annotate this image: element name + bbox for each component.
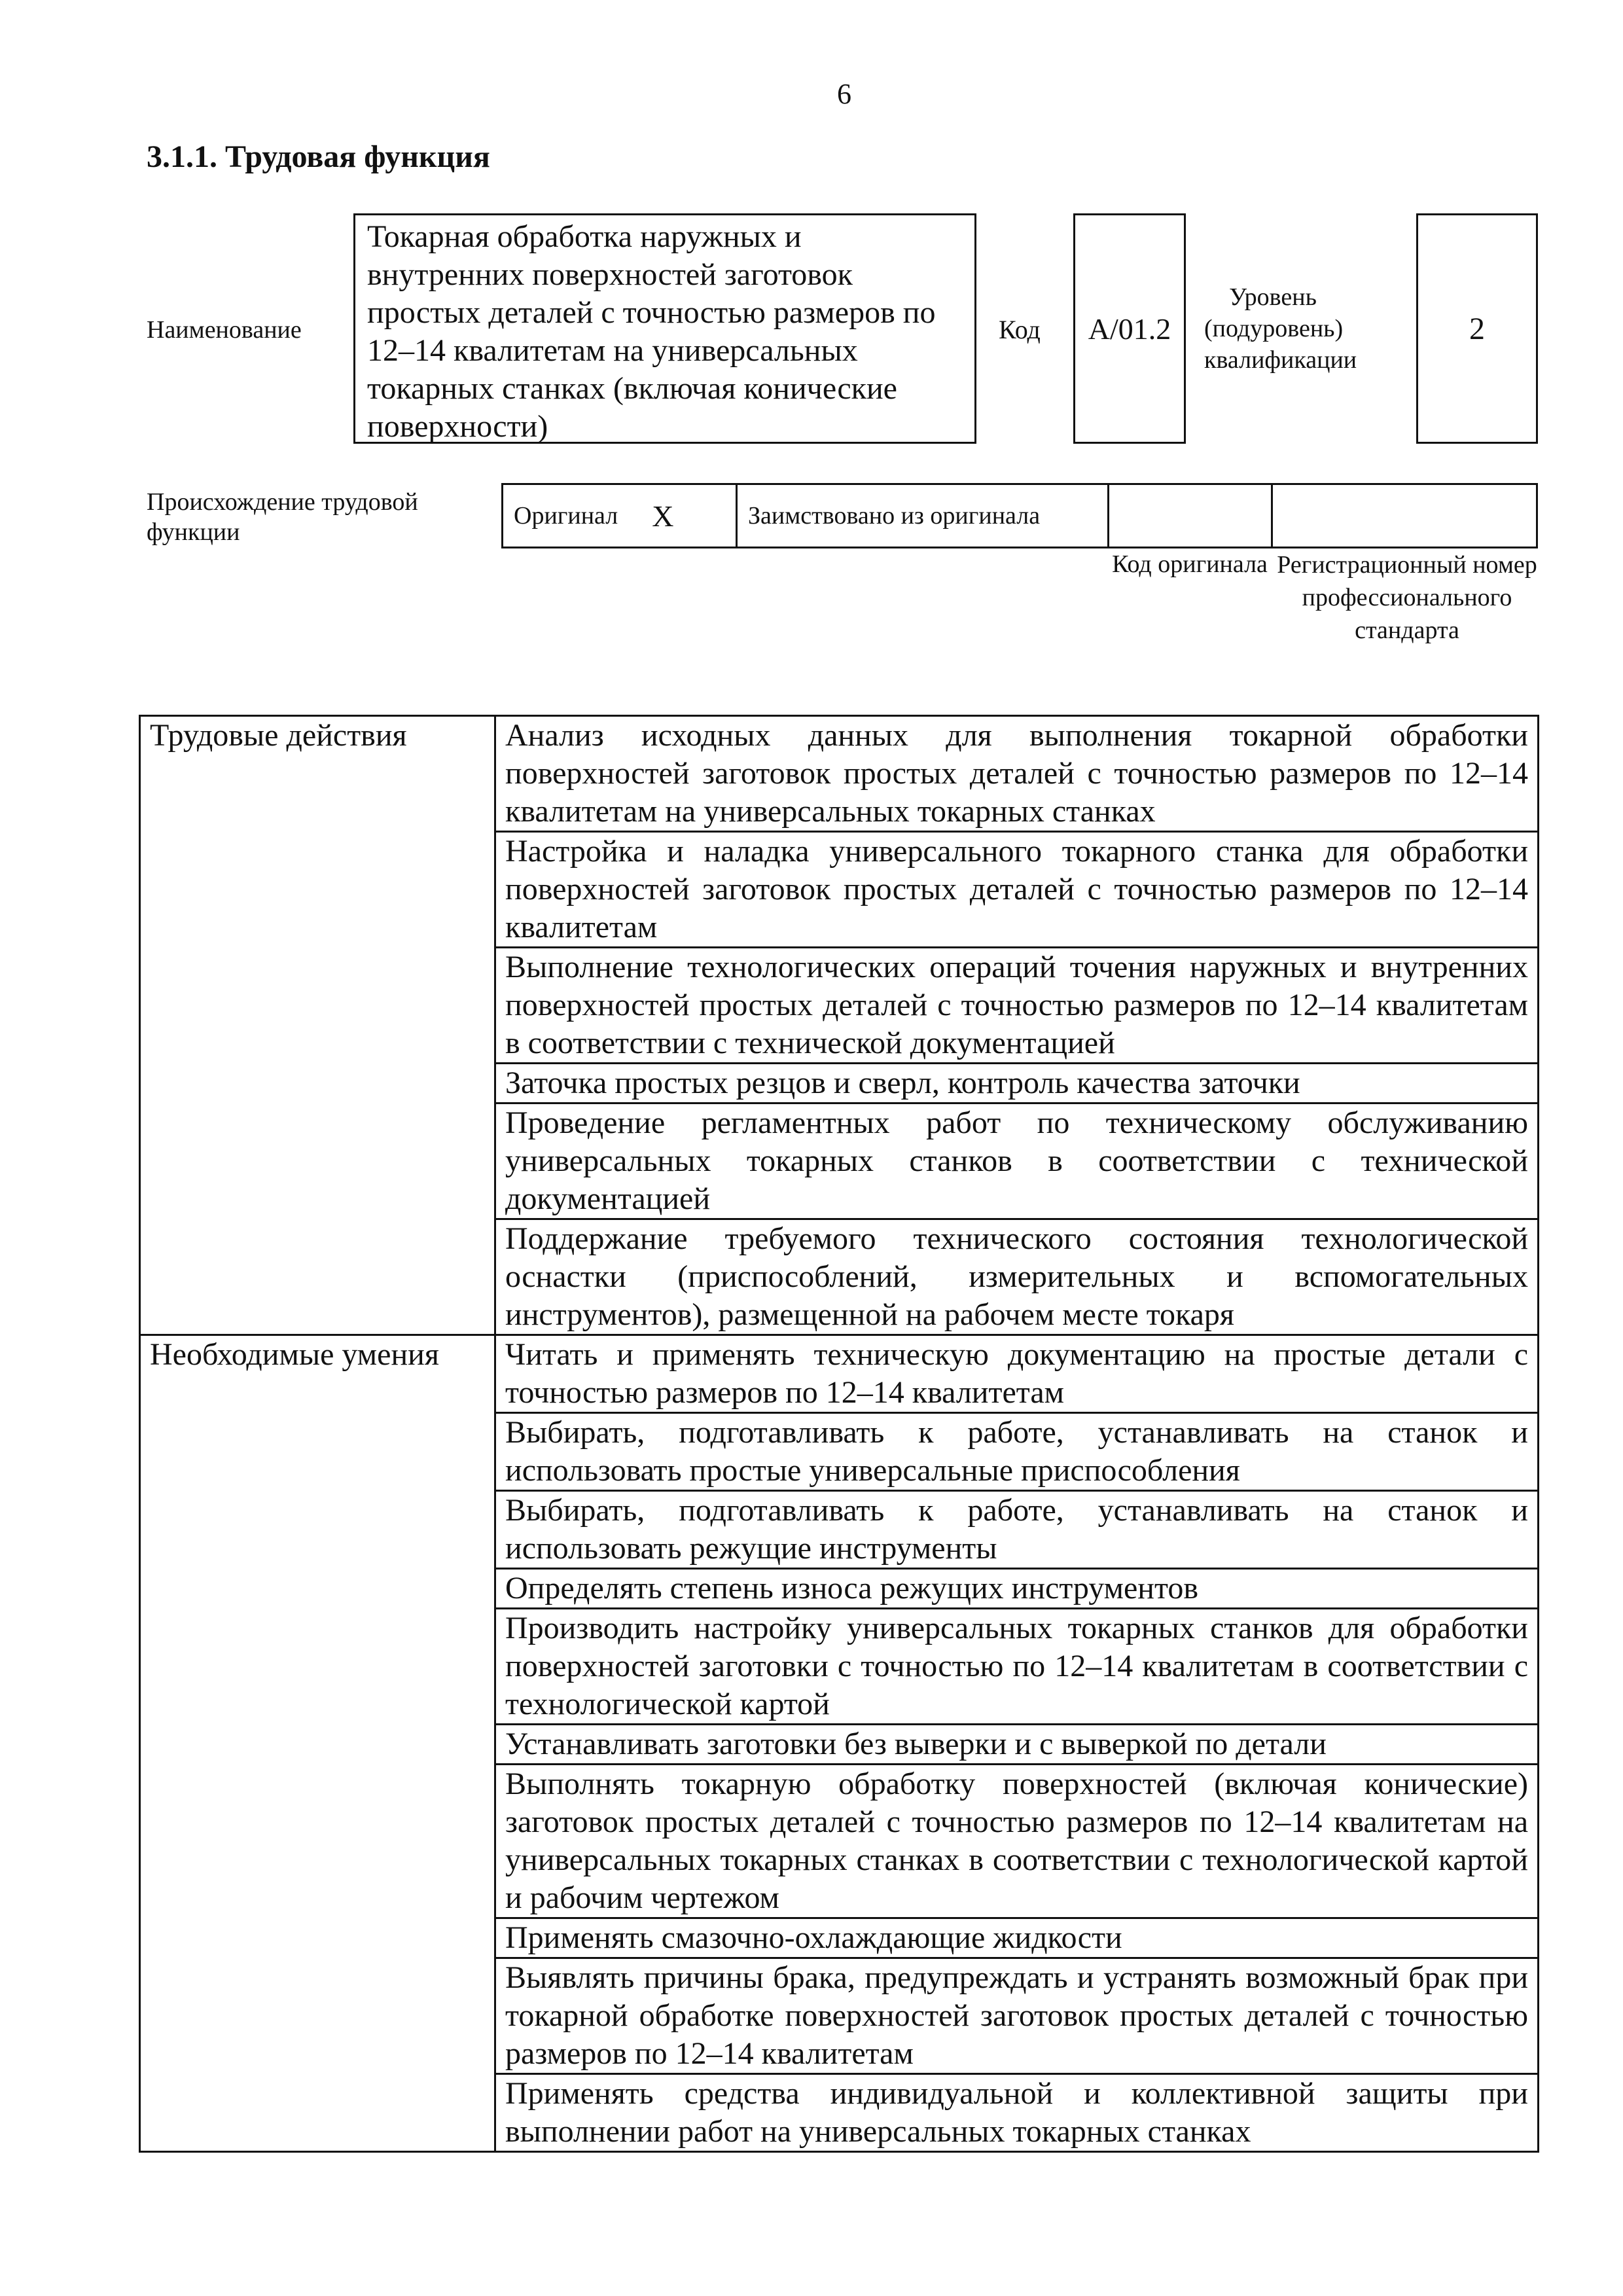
skill-item: Выполнять токарную обработку поверхностей (включая конические) заготовок простых деталей с точностью размеров по 12–14 квалитетам на универсальных токарных станках в соответствии с технологической картой и рабочим чертежом (495, 1765, 1539, 1918)
skill-item: Производить настройку универсальных токарных станков для обработки поверхностей заготовки с точностью по 12–14 квалитетам в соответствии с технологической картой (495, 1609, 1539, 1725)
skill-item: Выявлять причины брака, предупреждать и устранять возможный брак при токарной обработке поверхностей заготовок простых деталей с точностью размеров по 12–14 квалитетам (495, 1958, 1539, 2074)
skill-item: Применять средства индивидуальной и коллективной защиты при выполнении работ на универсальных токарных станках (495, 2074, 1539, 2152)
function-name-box: Токарная обработка наружных и внутренних поверхностей заготовок простых деталей с точностью размеров по 12–14 квалитетам на универсальных токарных станках (включая конические поверхности) (353, 213, 976, 444)
labor-action-item: Заточка простых резцов и сверл, контроль качества заточки (495, 1064, 1539, 1103)
origin-row (501, 483, 1538, 548)
labor-action-item: Проведение регламентных работ по техническому обслуживанию универсальных токарных станков в соответствии с технической документацией (495, 1103, 1539, 1219)
labor-action-item: Выполнение технологических операций точения наружных и внутренних поверхностей простых деталей с точностью размеров по 12–14 квалитетам в соответствии с технической документацией (495, 948, 1539, 1064)
skill-item: Устанавливать заготовки без выверки и с выверкой по детали (495, 1725, 1539, 1765)
name-label: Наименование (147, 316, 302, 344)
code-label: Код (999, 315, 1041, 344)
skill-item: Применять смазочно-охлаждающие жидкости (495, 1918, 1539, 1958)
page-number: 6 (837, 78, 851, 110)
borrowed-cell (738, 485, 1109, 547)
level-value-box: 2 (1416, 213, 1538, 444)
original-label: Оригинал (514, 502, 618, 529)
skills-header: Необходимые умения (140, 1335, 495, 2152)
reg-number-cell (1273, 485, 1536, 547)
skill-item: Читать и применять техническую документацию на простые детали с точностью размеров по 12–14 квалитетам (495, 1335, 1539, 1413)
skill-item: Определять степень износа режущих инструментов (495, 1569, 1539, 1609)
borrowed-label: Заимствовано из оригинала (748, 502, 1041, 529)
level-label: Уровень (подуровень) квалификации (1204, 283, 1357, 374)
origin-label: Происхождение трудовой функции (147, 488, 418, 546)
reg-number-caption: Регистрационный номер профессионального стандарта (1277, 551, 1537, 644)
code-value-box: А/01.2 (1073, 213, 1186, 444)
table-row (140, 1335, 1539, 1413)
labor-action-item: Анализ исходных данных для выполнения токарной обработки поверхностей заготовок простых деталей с точностью размеров по 12–14 квалитетам на универсальных токарных станках (495, 716, 1539, 832)
table-row (140, 716, 1539, 832)
original-cell (503, 485, 738, 547)
section-title: 3.1.1. Трудовая функция (147, 139, 490, 174)
function-table (139, 715, 1539, 2153)
skill-item: Выбирать, подготавливать к работе, устанавливать на станок и использовать простые универсальные приспособления (495, 1413, 1539, 1491)
original-code-caption: Код оригинала (1112, 550, 1268, 578)
labor-action-item: Поддержание требуемого технического состояния технологической оснастки (приспособлений, измерительных и вспомогательных инструментов), размещенной на рабочем месте токаря (495, 1219, 1539, 1335)
original-mark: X (652, 499, 674, 533)
labor-actions-header: Трудовые действия (140, 716, 495, 1335)
original-code-cell (1109, 485, 1273, 547)
skill-item: Выбирать, подготавливать к работе, устанавливать на станок и использовать режущие инструменты (495, 1491, 1539, 1569)
labor-action-item: Настройка и наладка универсального токарного станка для обработки поверхностей заготовок простых деталей с точностью размеров по 12–14 квалитетам (495, 832, 1539, 948)
